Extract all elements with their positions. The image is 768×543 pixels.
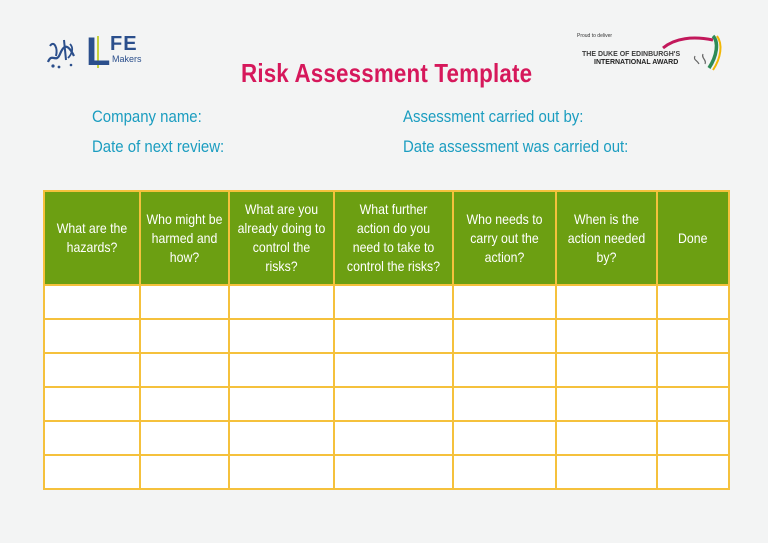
table-cell[interactable] [140,353,229,387]
logo-makers-text: Makers [112,54,142,64]
table-cell[interactable] [453,421,556,455]
header-who-harmed: Who might be harmed and how? [140,191,229,285]
table-cell[interactable] [44,387,140,421]
table-cell[interactable] [556,421,657,455]
assessment-date-label: Date assessment was carried out: [403,137,629,156]
table-cell[interactable] [140,285,229,319]
table-cell[interactable] [334,353,453,387]
logo-letter-l: L [86,30,111,74]
table-cell[interactable] [657,455,729,489]
header-action-due: When is the action needed by? [556,191,657,285]
table-cell[interactable] [556,387,657,421]
table-cell[interactable] [229,285,334,319]
table-cell[interactable] [657,387,729,421]
table-cell[interactable] [334,421,453,455]
header-action-owner: Who needs to carry out the action? [453,191,556,285]
life-makers-logo [44,32,144,74]
table-row [44,387,729,421]
table-cell[interactable] [44,353,140,387]
logo-letters-fe: FE [110,33,138,55]
table-cell[interactable] [453,353,556,387]
table-cell[interactable] [556,455,657,489]
award-tagline: Proud to deliver [577,33,613,39]
table-cell[interactable] [44,455,140,489]
dofe-award-logo [575,30,725,72]
table-cell[interactable] [44,285,140,319]
header-hazards: What are the hazards? [44,191,140,285]
page-title: Risk Assessment Template [241,58,533,88]
table-cell[interactable] [453,319,556,353]
table-cell[interactable] [229,319,334,353]
next-review-date-label: Date of next review: [92,137,225,156]
header-further-action: What further action do you need to take to control the risks? [334,191,453,285]
table-cell[interactable] [453,285,556,319]
table-cell[interactable] [556,353,657,387]
table-cell[interactable] [229,421,334,455]
table-cell[interactable] [229,353,334,387]
table-cell[interactable] [140,319,229,353]
header-done: Done [657,191,729,285]
table-cell[interactable] [334,285,453,319]
table-cell[interactable] [140,421,229,455]
table-cell[interactable] [453,455,556,489]
award-name-line1: THE DUKE OF EDINBURGH'S [582,51,681,58]
table-cell[interactable] [657,319,729,353]
table-row [44,285,729,319]
table-row [44,421,729,455]
table-header-row [44,191,729,285]
table-cell[interactable] [657,285,729,319]
table-row [44,455,729,489]
header-current-controls: What are you already doing to control the risks? [229,191,334,285]
table-cell[interactable] [657,353,729,387]
table-cell[interactable] [140,387,229,421]
table-cell[interactable] [657,421,729,455]
table-cell[interactable] [229,387,334,421]
assessor-label: Assessment carried out by: [403,107,584,126]
table-cell[interactable] [44,319,140,353]
company-name-label: Company name: [92,107,202,126]
table-cell[interactable] [44,421,140,455]
award-name-line2: INTERNATIONAL AWARD [594,59,679,66]
table-cell[interactable] [556,319,657,353]
table-cell[interactable] [334,387,453,421]
table-cell[interactable] [556,285,657,319]
table-cell[interactable] [229,455,334,489]
table-cell[interactable] [453,387,556,421]
table-cell[interactable] [334,455,453,489]
table-row [44,353,729,387]
calligraphy-emblem-icon [44,34,78,70]
risk-assessment-table [43,190,730,490]
table-cell[interactable] [334,319,453,353]
table-row [44,319,729,353]
table-cell[interactable] [140,455,229,489]
